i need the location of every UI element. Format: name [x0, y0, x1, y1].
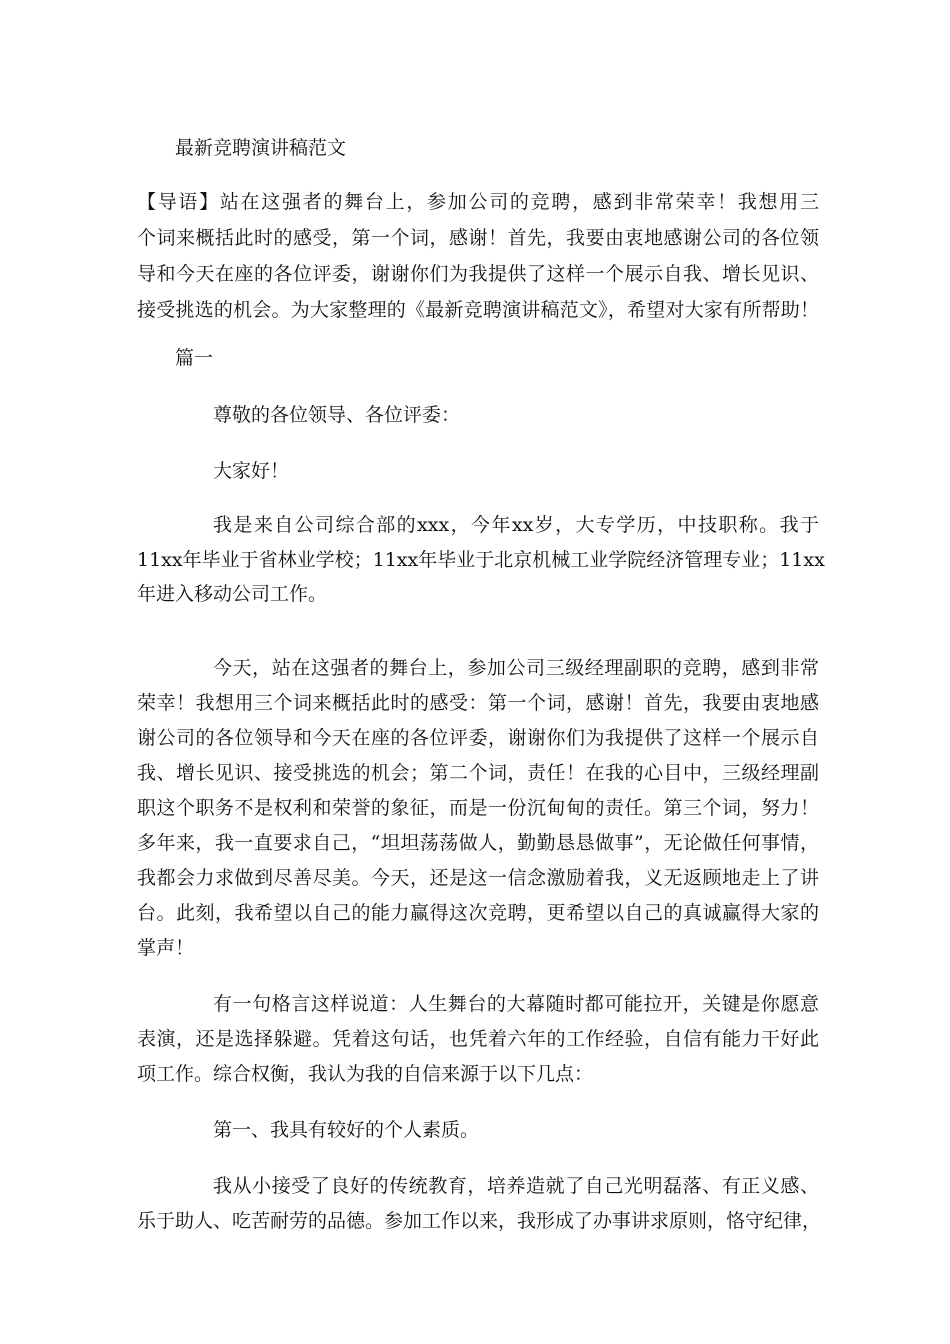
- intro-line-2: 个词来概括此时的感受，第一个词，感谢！首先，我要由衷地感谢公司的各位领: [137, 227, 819, 249]
- para2-line-1: 今天，站在这强者的舞台上，参加公司三级经理副职的竞聘，感到非常: [213, 657, 819, 679]
- para4-line-1: 我从小接受了良好的传统教育，培养造就了自己光明磊落、有正义感、: [213, 1175, 819, 1197]
- salutation: 尊敬的各位领导、各位评委：: [213, 404, 461, 426]
- para2-line-5: 职这个职务不是权利和荣誉的象征，而是一份沉甸甸的责任。第三个词，努力！: [137, 797, 819, 819]
- para2-line-9: 掌声！: [137, 937, 195, 959]
- para4-line-2: 乐于助人、吃苦耐劳的品德。参加工作以来，我形成了办事讲求原则，恪守纪律，: [137, 1210, 822, 1232]
- para3-line-3: 项工作。综合权衡，我认为我的自信来源于以下几点：: [137, 1063, 594, 1085]
- para1-line-1: 我是来自公司综合部的xxx，今年xx岁，大专学历，中技职称。我于: [213, 514, 819, 536]
- para2-line-6: 多年来，我一直要求自己，“坦坦荡荡做人，勤勤恳恳做事”，无论做任何事情，: [137, 832, 819, 854]
- para2-line-3: 谢公司的各位领导和今天在座的各位评委，谢谢你们为我提供了这样一个展示自: [137, 727, 819, 749]
- para2-line-4: 我、增长见识、接受挑选的机会；第二个词，责任！在我的心目中，三级经理副: [137, 762, 819, 784]
- para1-line-2: 11xx年毕业于省林业学校；11xx年毕业于北京机械工业学院经济管理专业；11xx: [137, 549, 825, 571]
- greeting: 大家好！: [213, 460, 290, 482]
- para2-line-8: 台。此刻，我希望以自己的能力赢得这次竞聘，更希望以自己的真诚赢得大家的: [137, 902, 819, 924]
- para2-line-2: 荣幸！我想用三个词来概括此时的感受：第一个词，感谢！首先，我要由衷地感: [137, 692, 819, 714]
- para1-line-3: 年进入移动公司工作。: [137, 583, 328, 605]
- intro-line-3: 导和今天在座的各位评委，谢谢你们为我提供了这样一个展示自我、增长见识、: [137, 263, 819, 285]
- document-title: 最新竞聘演讲稿范文: [175, 137, 347, 159]
- point-heading-1: 第一、我具有较好的个人素质。: [213, 1119, 480, 1141]
- intro-line-1: 【导语】站在这强者的舞台上，参加公司的竞聘，感到非常荣幸！我想用三: [137, 191, 819, 213]
- para3-line-1: 有一句格言这样说道：人生舞台的大幕随时都可能拉开，关键是你愿意: [213, 993, 819, 1015]
- para2-line-7: 我都会力求做到尽善尽美。今天，还是这一信念激励着我，义无返顾地走上了讲: [137, 867, 819, 889]
- intro-line-4: 接受挑选的机会。为大家整理的《最新竞聘演讲稿范文》，希望对大家有所帮助！: [137, 299, 819, 321]
- para3-line-2: 表演，还是选择躲避。凭着这句话，也凭着六年的工作经验，自信有能力干好此: [137, 1028, 819, 1050]
- section-label: 篇一: [175, 347, 214, 369]
